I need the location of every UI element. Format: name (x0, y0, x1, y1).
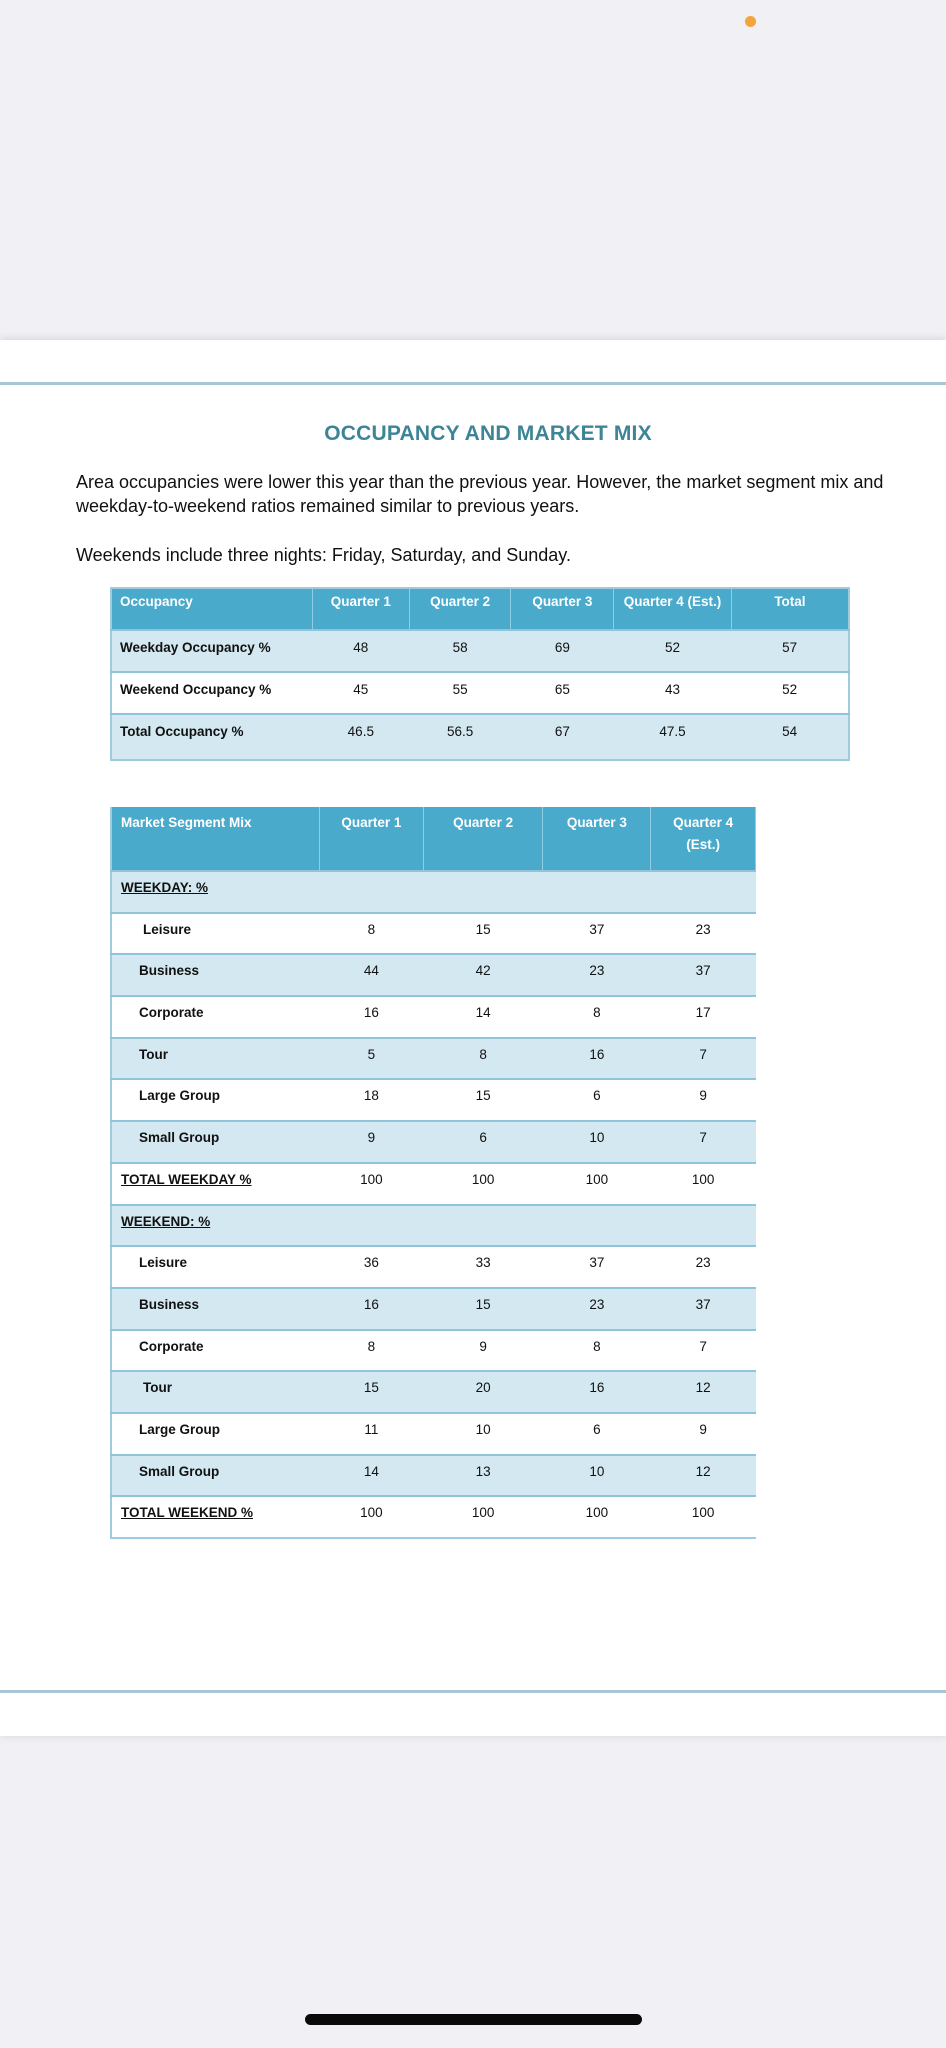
table-cell (543, 871, 651, 913)
column-header: Quarter 3 (511, 588, 614, 630)
header-rule (0, 382, 946, 385)
table-cell: 16 (543, 1038, 651, 1080)
table-cell: 10 (423, 1413, 543, 1455)
column-header: Market Segment Mix (111, 807, 320, 871)
table-cell: 6 (423, 1121, 543, 1163)
column-header: Quarter 1 (312, 588, 409, 630)
table-cell: 8 (320, 913, 424, 955)
table-cell: 20 (423, 1371, 543, 1413)
row-label: Weekend Occupancy % (111, 672, 312, 714)
table-cell: 100 (320, 1163, 424, 1205)
section-row-weekend (111, 1205, 756, 1247)
column-header: Occupancy (111, 588, 312, 630)
table-cell: 65 (511, 672, 614, 714)
table-cell: 45 (312, 672, 409, 714)
row-label: Total Occupancy % (111, 714, 312, 760)
section-label: WEEKDAY: % (111, 871, 320, 913)
table-cell: 58 (409, 630, 511, 672)
column-header: Quarter 2 (423, 807, 543, 871)
table-cell: 10 (543, 1121, 651, 1163)
table-cell: 9 (651, 1079, 756, 1121)
table-cell: 100 (543, 1163, 651, 1205)
total-row-weekday (111, 1163, 756, 1205)
table-cell: 23 (543, 1288, 651, 1330)
column-header: Quarter 1 (320, 807, 424, 871)
table-cell: 14 (423, 996, 543, 1038)
table-cell: 9 (423, 1330, 543, 1372)
table-cell: 55 (409, 672, 511, 714)
row-label: Small Group (111, 1455, 320, 1497)
column-header: Quarter 3 (543, 807, 651, 871)
table-cell (651, 1205, 756, 1247)
row-label: TOTAL WEEKEND % (111, 1496, 320, 1538)
row-label: Leisure (111, 1246, 320, 1288)
column-header: Total (731, 588, 849, 630)
table-cell: 23 (543, 954, 651, 996)
row-label: Leisure (111, 913, 320, 955)
table-row (111, 1121, 756, 1163)
weekend-note-paragraph: Weekends include three nights: Friday, Saturday, and Sunday. (76, 545, 571, 565)
table-cell: 12 (651, 1371, 756, 1413)
market-segment-table (110, 807, 756, 1539)
table-header-row (111, 807, 756, 871)
page-title: OCCUPANCY AND MARKET MIX (324, 422, 652, 445)
total-row-weekend (111, 1496, 756, 1538)
table-cell: 16 (320, 996, 424, 1038)
table-cell: 69 (511, 630, 614, 672)
table-cell: 7 (651, 1121, 756, 1163)
row-label: Small Group (111, 1121, 320, 1163)
table-cell: 57 (731, 630, 849, 672)
table-cell (320, 871, 424, 913)
table-cell: 8 (320, 1330, 424, 1372)
occupancy-table (110, 587, 850, 761)
table-cell: 44 (320, 954, 424, 996)
table-cell: 67 (511, 714, 614, 760)
table-cell: 15 (423, 1079, 543, 1121)
row-label: Corporate (111, 996, 320, 1038)
table-cell: 48 (312, 630, 409, 672)
table-cell: 33 (423, 1246, 543, 1288)
table-cell: 100 (423, 1163, 543, 1205)
table-row (111, 1330, 756, 1372)
table-cell: 100 (651, 1496, 756, 1538)
table-cell: 6 (543, 1079, 651, 1121)
table-row (111, 714, 849, 760)
row-label: Business (111, 954, 320, 996)
table-cell: 13 (423, 1455, 543, 1497)
table-cell: 18 (320, 1079, 424, 1121)
table-row (111, 1079, 756, 1121)
table-cell: 17 (651, 996, 756, 1038)
table-row (111, 1413, 756, 1455)
table-row (111, 1455, 756, 1497)
table-cell: 15 (423, 1288, 543, 1330)
table-cell: 23 (651, 913, 756, 955)
table-cell: 23 (651, 1246, 756, 1288)
table-cell: 100 (423, 1496, 543, 1538)
row-label: Tour (111, 1038, 320, 1080)
row-label: Large Group (111, 1413, 320, 1455)
table-cell (320, 1205, 424, 1247)
table-cell (651, 871, 756, 913)
row-label: Corporate (111, 1330, 320, 1372)
table-cell: 8 (543, 1330, 651, 1372)
table-cell: 52 (614, 630, 732, 672)
table-cell: 12 (651, 1455, 756, 1497)
table-row (111, 672, 849, 714)
row-label: Weekday Occupancy % (111, 630, 312, 672)
table-row (111, 1246, 756, 1288)
table-cell: 9 (651, 1413, 756, 1455)
row-label: Business (111, 1288, 320, 1330)
table-cell: 100 (320, 1496, 424, 1538)
section-label: WEEKEND: % (111, 1205, 320, 1247)
row-label: Large Group (111, 1079, 320, 1121)
table-cell: 15 (320, 1371, 424, 1413)
table-row (111, 1288, 756, 1330)
table-cell: 8 (543, 996, 651, 1038)
footer-rule (0, 1690, 946, 1693)
table-cell: 16 (320, 1288, 424, 1330)
table-cell: 56.5 (409, 714, 511, 760)
table-cell: 36 (320, 1246, 424, 1288)
table-header-row (111, 588, 849, 630)
table-cell: 37 (651, 1288, 756, 1330)
table-cell (423, 1205, 543, 1247)
table-cell: 14 (320, 1455, 424, 1497)
table-row (111, 630, 849, 672)
table-row (111, 954, 756, 996)
intro-paragraph: Area occupancies were lower this year than the previous year. However, the market segment mix and weekday-to-weekend ratios remained similar to previous years. (76, 472, 884, 516)
table-cell (543, 1205, 651, 1247)
column-header-line: (Est.) (686, 837, 720, 852)
table-cell: 54 (731, 714, 849, 760)
table-cell: 7 (651, 1330, 756, 1372)
table-cell: 100 (543, 1496, 651, 1538)
table-cell: 8 (423, 1038, 543, 1080)
table-cell: 46.5 (312, 714, 409, 760)
status-indicator-dot (745, 16, 756, 27)
table-cell: 7 (651, 1038, 756, 1080)
home-indicator[interactable] (305, 2014, 642, 2025)
table-cell: 10 (543, 1455, 651, 1497)
table-row (111, 1038, 756, 1080)
table-cell: 9 (320, 1121, 424, 1163)
row-label: Tour (111, 1371, 320, 1413)
column-header-line: Quarter 4 (673, 815, 734, 830)
table-cell (423, 871, 543, 913)
table-cell: 37 (543, 1246, 651, 1288)
table-cell: 15 (423, 913, 543, 955)
section-row-weekday (111, 871, 756, 913)
table-cell: 5 (320, 1038, 424, 1080)
table-cell: 47.5 (614, 714, 732, 760)
column-header: Quarter 2 (409, 588, 511, 630)
table-cell: 37 (651, 954, 756, 996)
column-header (651, 807, 756, 871)
table-cell: 43 (614, 672, 732, 714)
table-cell: 52 (731, 672, 849, 714)
table-cell: 6 (543, 1413, 651, 1455)
table-cell: 11 (320, 1413, 424, 1455)
table-cell: 16 (543, 1371, 651, 1413)
row-label: TOTAL WEEKDAY % (111, 1163, 320, 1205)
table-cell: 37 (543, 913, 651, 955)
document-page (0, 340, 946, 1736)
table-cell: 42 (423, 954, 543, 996)
table-row (111, 1371, 756, 1413)
table-row (111, 996, 756, 1038)
column-header: Quarter 4 (Est.) (614, 588, 732, 630)
table-row (111, 913, 756, 955)
table-cell: 100 (651, 1163, 756, 1205)
